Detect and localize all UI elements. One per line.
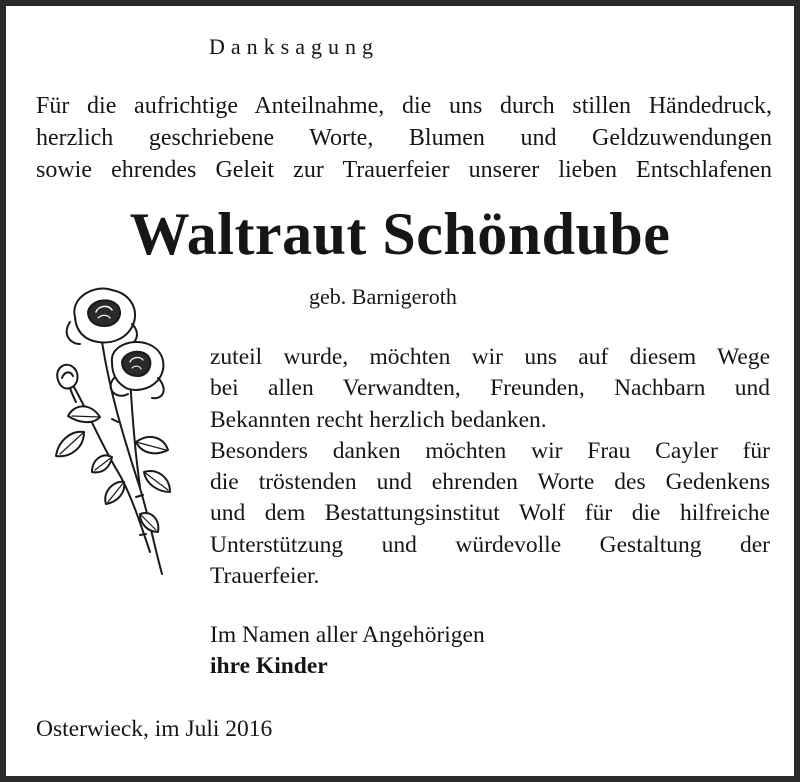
deceased-name: Waltraut Schöndube [129, 201, 671, 267]
body-line: bei allen Verwandten, Freunden, Nachbarn und [210, 375, 770, 402]
intro-line: Für die aufrichtige Anteilnahme, die uns durch stillen Händedruck, [36, 93, 772, 119]
intro-paragraph [36, 90, 772, 186]
intro-line: herzlich geschriebene Worte, Blumen und Geldzuwendungen [36, 125, 772, 151]
body-line: Bekannten recht herzlich bedanken. [210, 406, 547, 433]
thanks-paragraph [210, 342, 770, 592]
body-line: Unterstützung und würdevolle Gestaltung der [210, 531, 770, 558]
intro-line: sowie ehrendes Geleit zur Trauerfeier unserer lieben Entschlafenen [36, 157, 772, 183]
signoff-block [210, 620, 485, 682]
birth-name: geb. Barnigeroth [309, 284, 457, 309]
notice-heading: Danksagung [209, 34, 379, 59]
body-line: Trauerfeier. [210, 563, 320, 590]
signature: ihre Kinder [210, 653, 328, 679]
obituary-notice [6, 6, 794, 776]
body-line: und dem Bestattungsinstitut Wolf für die hilfreiche [210, 500, 770, 527]
body-line: Besonders danken möchten wir Frau Cayler für [210, 437, 770, 464]
roses-illustration-icon [40, 282, 190, 582]
place-and-date: Osterwieck, im Juli 2016 [36, 716, 273, 742]
body-line: die tröstenden und ehrenden Worte des Gedenkens [210, 469, 770, 496]
signoff-line: Im Namen aller Angehörigen [210, 622, 485, 648]
body-line: zuteil wurde, möchten wir uns auf diesem Wege [210, 344, 770, 370]
